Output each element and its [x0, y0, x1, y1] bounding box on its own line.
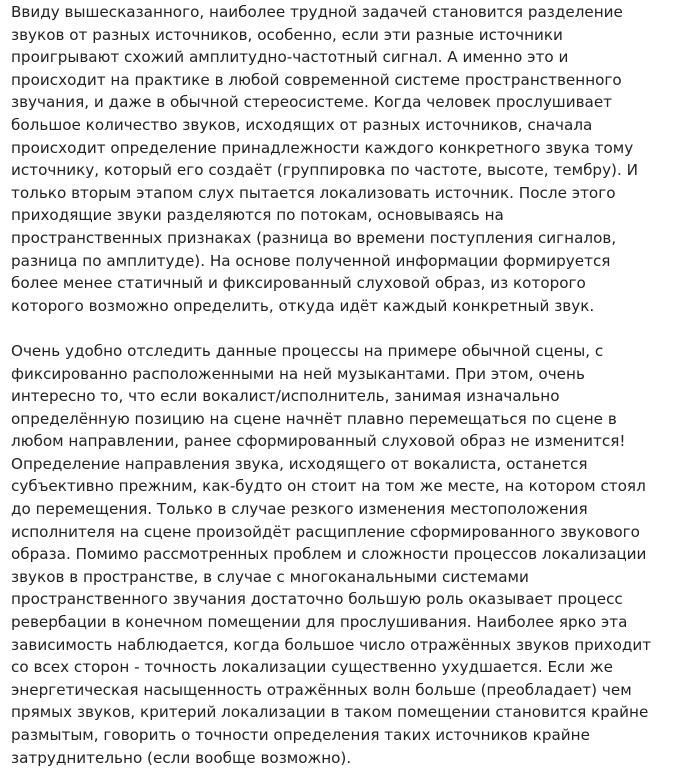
- text-line: звучания, и даже в обычной стереосистеме. Когда человек прослушивает: [11, 93, 613, 112]
- text-line: звуков от разных источников, особенно, если эти разные источники: [11, 25, 563, 44]
- text-line: со всех сторон - точность локализации существенно ухудшается. Если же: [11, 658, 613, 677]
- text-line: пространственных признаках (разница во времени поступления сигналов,: [11, 228, 617, 247]
- text-line: которого возможно определить, откуда идёт каждый конкретный звук.: [11, 296, 595, 315]
- text-line: Очень удобно отследить данные процессы на примере обычной сцены, с: [11, 341, 604, 360]
- text-line: звуков в пространстве, в случае с многоканальными системами: [11, 567, 529, 586]
- text-line: интересно то, что если вокалист/исполнитель, занимая изначально: [11, 387, 560, 406]
- text-line: происходит на практике в любой современной системе пространственного: [11, 70, 622, 89]
- text-line: любом направлении, ранее сформированный слуховой образ не изменится!: [11, 432, 626, 451]
- text-line: только вторым этапом слух пытается локализовать источник. После этого: [11, 183, 616, 202]
- text-line: прямых звуков, критерий локализации в таком помещении становится крайне: [11, 703, 649, 722]
- text-line: зависимость наблюдается, когда большое число отражённых звуков приходит: [11, 635, 652, 654]
- text-line: проигрывают схожий амплитудно-частотный сигнал. А именно это и: [11, 48, 569, 67]
- text-line: Определение направления звука, исходящего от вокалиста, останется: [11, 454, 588, 473]
- text-line: исполнителя на сцене произойдёт расщипление сформированного звукового: [11, 522, 640, 541]
- text-line: приходящие звуки разделяются по потокам, основываясь на: [11, 206, 504, 225]
- text-line: разница по амплитуде). На основе полученной информации формируется: [11, 251, 611, 270]
- text-line: происходит определение принадлежности каждого конкретного звука тому: [11, 138, 634, 157]
- text-line: субъективно прежним, как-будто он стоит на том же месте, на котором стоял: [11, 477, 646, 496]
- article-paragraph: [11, 1, 667, 317]
- text-line: затруднительно (если вообще возможно).: [11, 748, 352, 767]
- text-line: Ввиду вышесказанного, наиболее трудной задачей становится разделение: [11, 3, 623, 21]
- text-line: большое количество звуков, исходящих от разных источников, сначала: [11, 115, 593, 134]
- text-line: определённую позицию на сцене начнёт плавно перемещаться по сцене в: [11, 409, 617, 428]
- text-line: ревербации в конечном помещении для прослушивания. Наиболее ярко эта: [11, 613, 628, 632]
- text-line: до перемещения. Только в случае резкого изменения местоположения: [11, 500, 588, 519]
- text-line: пространственного звучания достаточно большую роль оказывает процесс: [11, 590, 623, 609]
- text-line: размытым, говорить о точности определения таких источников крайне: [11, 726, 590, 744]
- text-line: фиксированно расположенными на ней музыкантами. При этом, очень: [11, 364, 585, 383]
- text-line: энергетическая насыщенность отражённых волн больше (преобладает) чем: [11, 680, 632, 699]
- text-line: более менее статичный и фиксированный слуховой образ, из которого: [11, 274, 586, 293]
- article-paragraph: [11, 340, 667, 769]
- text-line: источнику, который его создаёт (группировка по частоте, высоте, тембру). И: [11, 161, 639, 180]
- text-line: образа. Помимо рассмотренных проблем и сложности процессов локализации: [11, 545, 647, 564]
